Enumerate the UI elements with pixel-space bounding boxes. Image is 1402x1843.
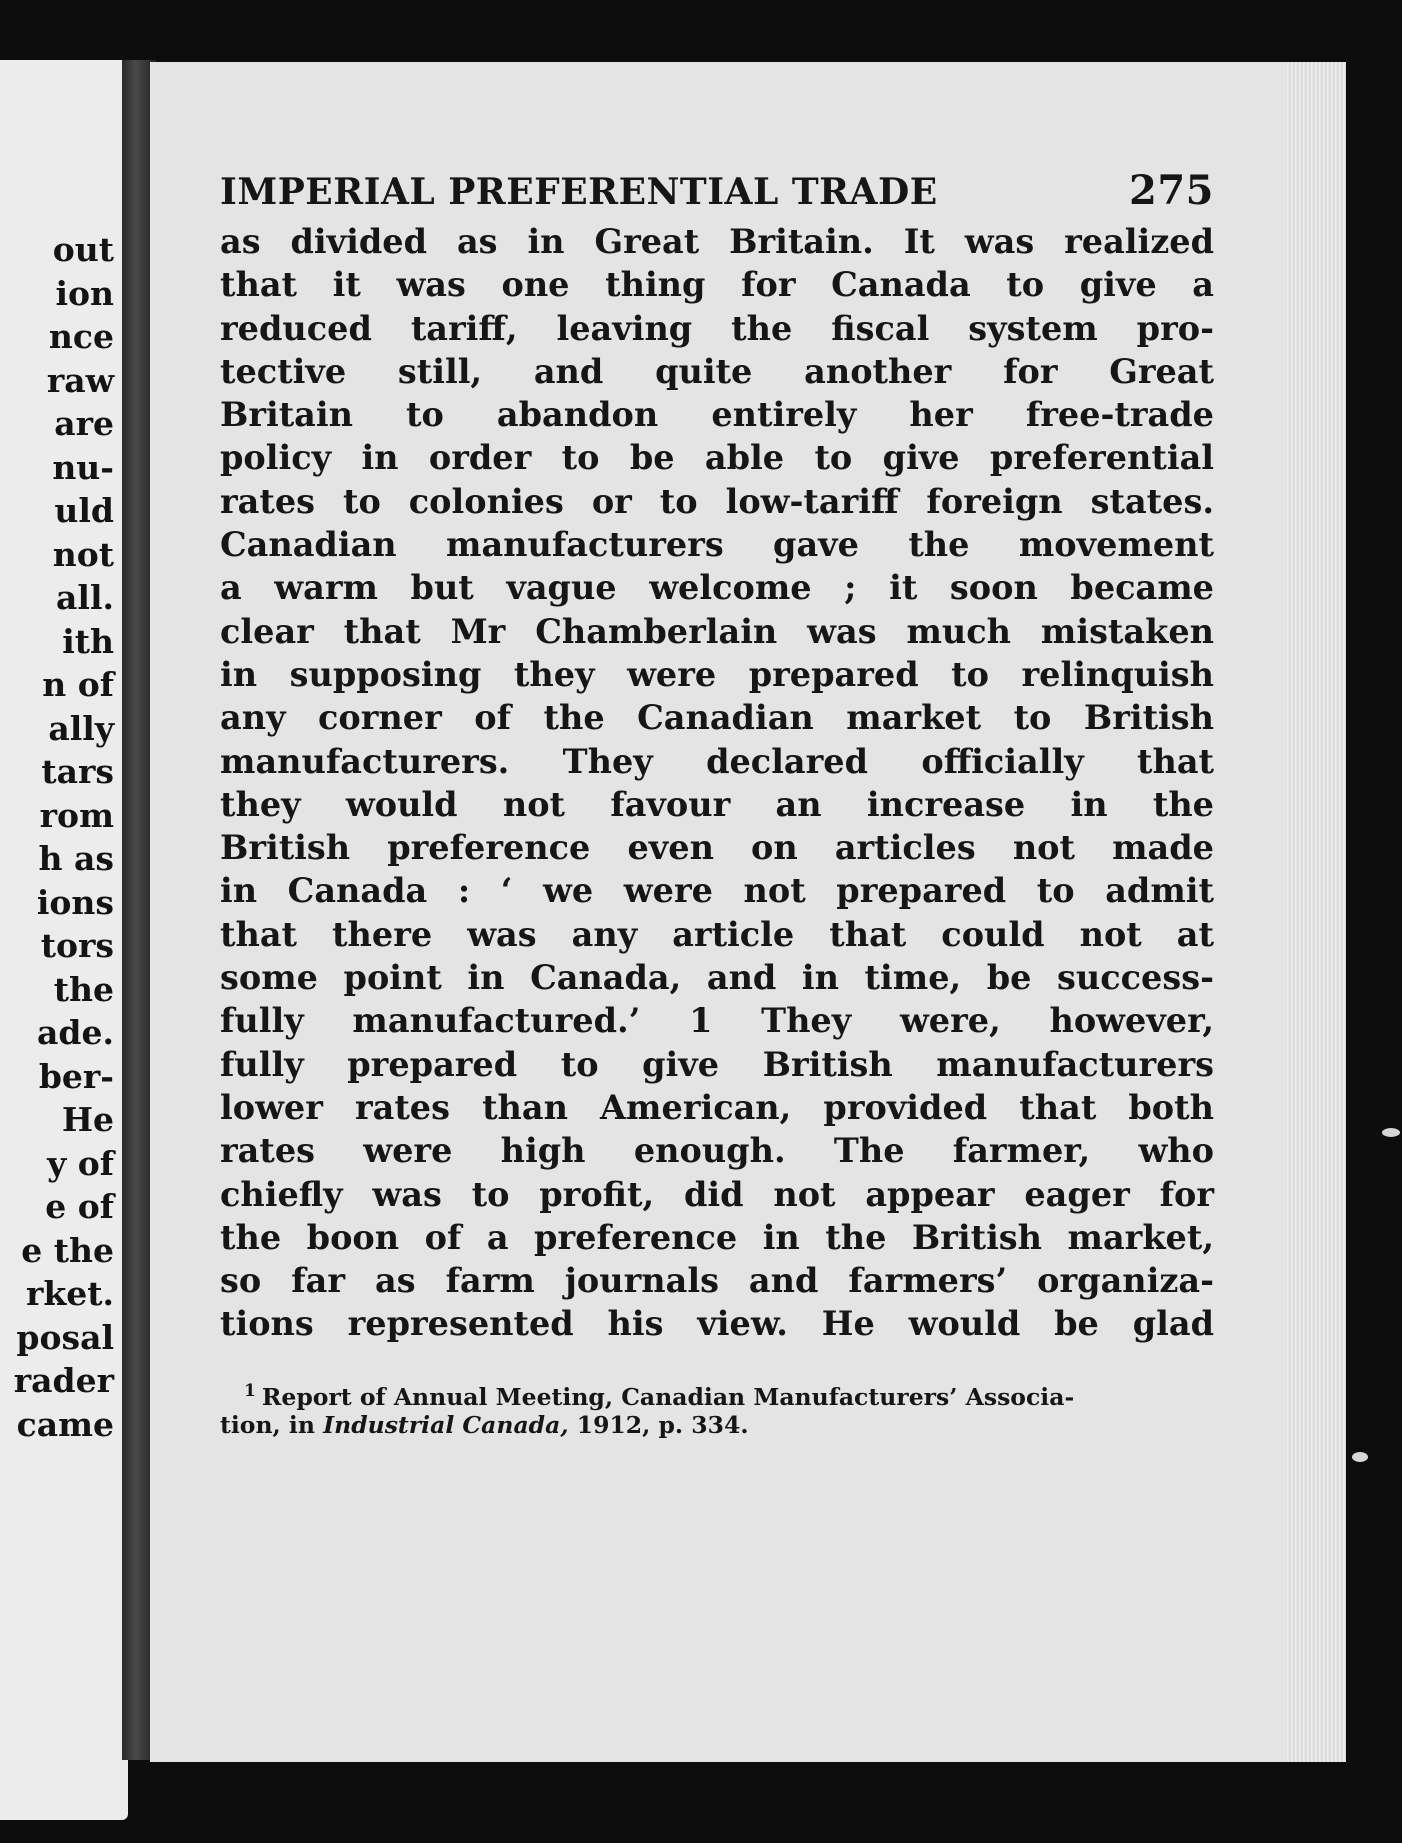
left-page-line: He [61, 1100, 114, 1139]
body-text-line: the boon of a preference in the British market, [220, 1217, 1214, 1257]
body-text-line: manufacturers. They declared officially that [220, 741, 1214, 781]
left-page-line: tors [40, 926, 114, 965]
body-text-line: in supposing they were prepared to relinquish [220, 654, 1214, 694]
body-text-line: lower rates than American, provided that both [220, 1087, 1214, 1127]
left-page-line: all. [56, 578, 114, 617]
left-page-line: the [53, 969, 114, 1009]
left-page-line: nu- [52, 447, 114, 487]
body-text-line: some point in Canada, and in time, be success- [220, 958, 1214, 998]
left-page-line: came [16, 1404, 114, 1444]
scan-speck [1382, 1128, 1400, 1137]
footnote-text-2-prefix: tion, in [220, 1410, 324, 1439]
footnote-marker: 1 [244, 1380, 256, 1401]
left-page-line: ion [55, 273, 114, 313]
footnote [220, 1374, 1214, 1442]
body-text-line: clear that Mr Chamberlain was much mistaken [220, 611, 1214, 651]
running-head [220, 162, 1214, 220]
body-text-line: fully manufactured.’ 1 They were, however, [220, 1001, 1214, 1041]
left-page-line: out [52, 230, 114, 269]
body-text-line: reduced tariff, leaving the fiscal system pro- [220, 308, 1214, 348]
body-text-line: a warm but vague welcome ; it soon became [220, 568, 1214, 608]
body-text-line: as divided as in Great Britain. It was realized [220, 222, 1214, 261]
left-page-line: posal [16, 1317, 114, 1357]
footnote-text-2-suffix: 1912, p. 334. [568, 1410, 749, 1439]
body-text-line: so far as farm journals and farmers’ organiza- [220, 1261, 1214, 1301]
left-page-line: ber- [38, 1056, 114, 1096]
left-page-line: rom [39, 795, 114, 835]
left-page-line: raw [46, 360, 114, 400]
footnote-line-2 [220, 1408, 1214, 1442]
footnote-line-1 [220, 1374, 1214, 1411]
left-page-line: n of [42, 665, 114, 704]
left-page-line: ade. [37, 1013, 114, 1052]
left-page-line: e the [21, 1230, 114, 1270]
body-text-line: rates were high enough. The farmer, who [220, 1131, 1214, 1171]
body-text-line: Canadian manufacturers gave the movement [220, 525, 1214, 565]
left-page-line: tars [41, 752, 114, 791]
left-page-line: y of [47, 1143, 114, 1183]
left-page [0, 60, 128, 1820]
body-text-line: fully prepared to give British manufacturers [220, 1044, 1214, 1084]
left-page-line: nce [48, 317, 114, 356]
left-page-line: not [52, 534, 114, 574]
page-number: 275 [1129, 167, 1214, 214]
left-page-line: rader [13, 1361, 114, 1400]
left-page-line: are [54, 404, 114, 443]
body-text-line: they would not favour an increase in the [220, 784, 1214, 824]
body-text-line: that there was any article that could not at [220, 914, 1214, 954]
body-text-line: that it was one thing for Canada to give a [220, 265, 1214, 305]
body-text-line: policy in order to be able to give preferential [220, 438, 1214, 478]
left-page-line: ally [48, 708, 114, 748]
body-text-line: any corner of the Canadian market to British [220, 698, 1214, 738]
left-page-line: uld [54, 491, 114, 530]
body-text [220, 220, 1214, 1346]
running-head-title: IMPERIAL PREFERENTIAL TRADE [220, 171, 938, 213]
body-text-line: in Canada : ‘ we were not prepared to admit [220, 871, 1214, 911]
left-page-line: ions [36, 882, 114, 922]
left-page-line: h as [38, 839, 114, 878]
footnote-text-1: Report of Annual Meeting, Canadian Manufacturers’ Associa- [261, 1382, 1075, 1411]
scan-speck [1352, 1452, 1368, 1462]
right-page [150, 62, 1346, 1762]
left-page-line: ith [62, 621, 114, 661]
left-page-line: e of [45, 1187, 114, 1226]
body-text-line: Britain to abandon entirely her free-trade [220, 395, 1214, 435]
left-page-line: rket. [26, 1274, 114, 1313]
body-text-line: tective still, and quite another for Great [220, 351, 1214, 391]
left-page-text-fragments [14, 228, 114, 1446]
body-text-line: tions represented his view. He would be glad [220, 1304, 1214, 1344]
footnote-journal-title: Industrial Canada, [323, 1410, 569, 1439]
body-text-line: chiefly was to profit, did not appear eager for [220, 1174, 1214, 1214]
body-text-line: British preference even on articles not made [220, 828, 1214, 868]
page-edges [1286, 62, 1346, 1762]
page-text-block [220, 162, 1214, 1442]
body-text-line: rates to colonies or to low-tariff foreign states. [220, 481, 1214, 521]
